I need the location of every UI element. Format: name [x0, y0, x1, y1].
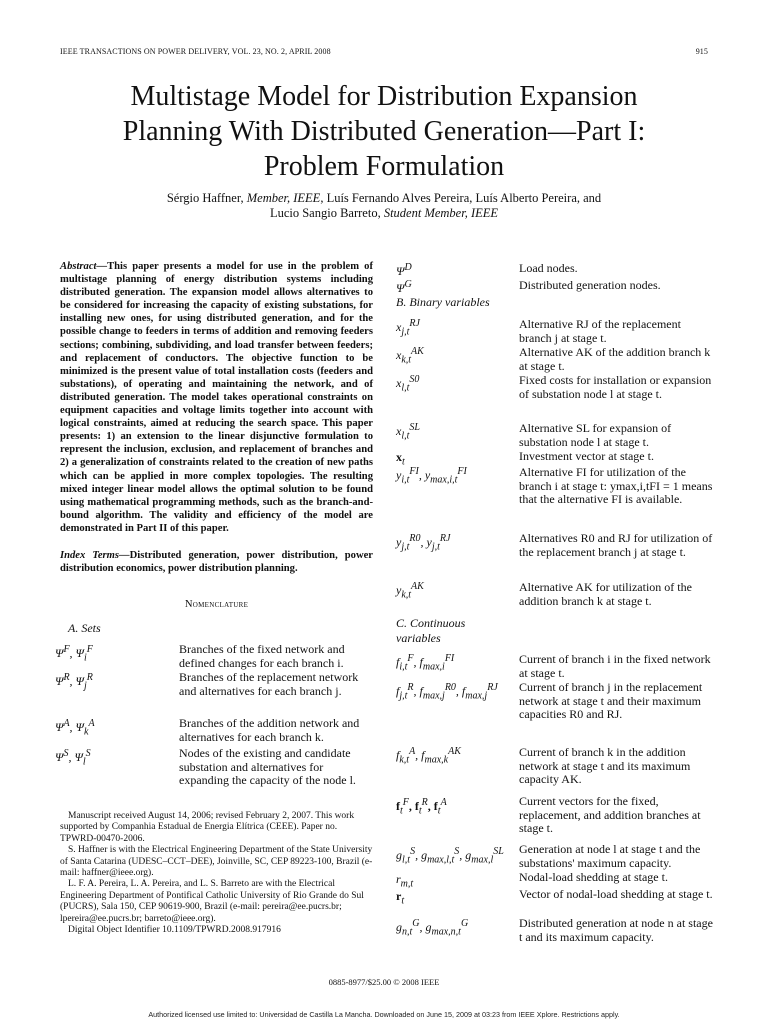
symbol-x-ak: $x_{k,t}^{AK}$	[396, 346, 424, 366]
symbol-r-t: $r_t$	[396, 889, 405, 907]
footnote-haffner: S. Haffner is with the Electrical Engineering Department of the State University of Santa Catarina (UDESC–CCT–DEE), Joinville, SC, CEP 89223-100, Brazil (e-mail: haffner@ieee.org).	[60, 845, 373, 879]
symbol-x-sl: $x_{l,t}^{SL}$	[396, 422, 420, 442]
symbol-y-fi: $y_{i,t}^{FI}$, $y_{max,i,t}^{FI}$	[396, 466, 467, 486]
symbol-y-ak: $y_{k,t}^{AK}$	[396, 581, 424, 601]
symbol-g-g: $g_{n,t}^G$, $g_{max,n,t}^G$	[396, 918, 469, 938]
paper-title-line-2: Planning With Distributed Generation—Part I:	[122, 116, 646, 147]
symbol-psi-g: $\Psi^G$	[396, 279, 412, 295]
symbol-x-s0: $x_{l,t}^{S0}$	[396, 374, 420, 394]
desc-g-g: Distributed generation at node n at stage t and its maximum capacity.	[519, 916, 713, 944]
journal-header: IEEE TRANSACTIONS ON POWER DELIVERY, VOL. 23, NO. 2, APRIL 2008	[60, 47, 331, 56]
desc-g-s: Generation at node l at stage t and the substations' maximum capacity.	[519, 842, 701, 870]
copyright: 0885-8977/$25.00 © 2008 IEEE	[328, 977, 440, 987]
section-b-binary: B. Binary variables	[396, 295, 490, 309]
desc-psi-d: Load nodes.	[519, 261, 578, 275]
symbol-f-vectors: $f_t^F$, $f_t^R$, $f_t^A$	[396, 797, 447, 817]
symbol-f-r: $f_{j,t}^R$, $f_{max,j}^{R0}$, $f_{max,j}^{RJ}$	[396, 682, 498, 702]
authors-line-1: Sérgio Haffner, Member, IEEE, Luís Fernando Alves Pereira, Luís Alberto Pereira, and	[166, 191, 602, 205]
symbol-r-mt: $r_{m,t}$	[396, 872, 414, 890]
section-c-continuous: C. Continuous variables	[396, 616, 466, 645]
page-number: 915	[695, 47, 708, 56]
index-terms	[60, 549, 373, 575]
symbol-psi-d: $\Psi^D$	[396, 262, 412, 278]
symbol-f-fi: $f_{i,t}^F$, $f_{max,i}^{FI}$	[396, 653, 455, 673]
symbol-psi-s: $\Psi^S$, $\Psi_l^S$	[55, 748, 91, 768]
desc-psi-r: Branches of the replacement network and alternatives for each branch j.	[179, 670, 359, 698]
symbol-x-rj: $x_{j,t}^{RJ}$	[396, 318, 420, 338]
footnote-pereira-barreto: L. F. A. Pereira, L. A. Pereira, and L. S. Barreto are with the Electrical Engineering Department of Pontifical Catholic University of Rio Grande do Sul (PUCRS), Sala 150, CEP 90619-900, Brazil (e-mail: pereira@ee.pucrs.br; lpereira@ee.pucrs.br; barreto@ieee.org).	[60, 879, 364, 924]
desc-x-s0: Fixed costs for installation or expansion of substation node l at stage t.	[519, 373, 712, 401]
desc-y-fi: Alternative FI for utilization of the branch i at stage t: ymax,i,tFI = 1 means that the alternative FI is available.	[519, 465, 713, 506]
desc-psi-a: Branches of the addition network and alternatives for each branch k.	[179, 716, 360, 744]
abstract-text: This paper presents a model for use in the problem of multistage planning of energy distribution systems including distributed generation. The expansion model allows alternatives to be considered for increasing the capacity of existing substations, for installing new ones, for using distributed generation, and for the possible change to feeders in terms of addition and removing feeders sections; combining, subdividing, and load transfer between feeders; and replacement of conductors. The objective function to be minimized is the present value of total installation costs (feeders and substations), of operating and maintaining the network, and of distributed generation. The model takes operational constraints on equipment capacities and voltage limits together into account with logical constraints, aimed at reducing the search space. This paper presents: 1) an extension to the linear disjunctive formulation to represent the inclusion, exclusion, and replacement of branches and 2) a generalization of constraints related to the creation of new paths which can be applied in more complex topologies. The resulting mixed integer linear model allows the optimal solution to be found using mathematical programming methods, such as the branch-and-bound algorithm. The validity and efficiency of the model are demonstrated in Part II of this paper.	[60, 261, 373, 534]
authorization-notice: Authorized licensed use limited to: Universidad de Castilla La Mancha. Downloaded on June 15, 2009 at 03:23 from IEEE Xplore. Restrictions apply.	[148, 1010, 620, 1019]
footnotes	[60, 811, 373, 936]
desc-x-sl: Alternative SL for expansion of substation node l at stage t.	[519, 421, 672, 449]
index-terms-label: Index Terms—	[60, 550, 130, 561]
symbol-psi-r: $\Psi^R$, $\Psi_j^R$	[55, 672, 93, 692]
symbol-psi-f: $\Psi^F$, $\Psi_i^F$	[55, 644, 93, 664]
nomenclature-heading: Nomenclature	[184, 599, 249, 610]
desc-r-mt: Nodal-load shedding at stage t.	[519, 870, 668, 884]
desc-y-r0: Alternatives R0 and RJ for utilization of the replacement branch j at stage t.	[519, 531, 713, 559]
desc-y-ak: Alternative AK for utilization of the addition branch k at stage t.	[519, 580, 692, 608]
symbol-psi-a: $\Psi^A$, $\Psi_k^A$	[55, 718, 95, 738]
abstract-label: Abstract—	[60, 261, 108, 272]
desc-f-vectors: Current vectors for the fixed, replacement, and addition branches at stage t.	[519, 794, 701, 835]
symbol-x-t: $x_t$	[396, 450, 405, 468]
desc-x-t: Investment vector at stage t.	[519, 449, 654, 463]
footnote-doi: Digital Object Identifier 10.1109/TPWRD.2008.917916	[68, 925, 281, 936]
abstract	[60, 260, 373, 535]
symbol-g-s: $g_{l,t}^S$, $g_{max,l,t}^S$, $g_{max,l}^{SL}$	[396, 846, 504, 866]
index-terms-text: Distributed generation, power distribution, power distribution economics, power distribution planning.	[60, 550, 373, 575]
paper-title-line-3: Problem Formulation	[263, 151, 505, 182]
desc-psi-s: Nodes of the existing and candidate substation and alternatives for expanding the capacity of the node l.	[179, 746, 356, 787]
footnote-manuscript: Manuscript received August 14, 2006; revised February 2, 2007. This work supported by Companhia Estadual de Energia Elítrica (CEEE). Paper no. TPWRD-00470-2006.	[60, 811, 355, 844]
symbol-y-r0: $y_{j,t}^{R0}$, $y_{j,t}^{RJ}$	[396, 533, 451, 553]
section-a-sets: A. Sets	[68, 621, 101, 635]
desc-psi-f: Branches of the fixed network and defined changes for each branch i.	[179, 642, 345, 670]
symbol-f-a: $f_{k,t}^A$, $f_{max,k}^{AK}$	[396, 746, 461, 766]
desc-f-fi: Current of branch i in the fixed network at stage t.	[519, 652, 711, 680]
desc-r-t: Vector of nodal-load shedding at stage t.	[519, 887, 713, 901]
desc-x-rj: Alternative RJ of the replacement branch j at stage t.	[519, 317, 681, 345]
desc-psi-g: Distributed generation nodes.	[519, 278, 661, 292]
authors-line-2: Lucio Sangio Barreto, Student Member, IEEE	[269, 206, 499, 220]
desc-f-a: Current of branch k in the addition network at stage t and its maximum capacity AK.	[519, 745, 691, 786]
desc-x-ak: Alternative AK of the addition branch k at stage t.	[519, 345, 711, 373]
paper-title-line-1: Multistage Model for Distribution Expansion	[130, 81, 638, 112]
desc-f-r: Current of branch j in the replacement network at stage t and their maximum capacities R0 and RJ.	[519, 680, 703, 721]
